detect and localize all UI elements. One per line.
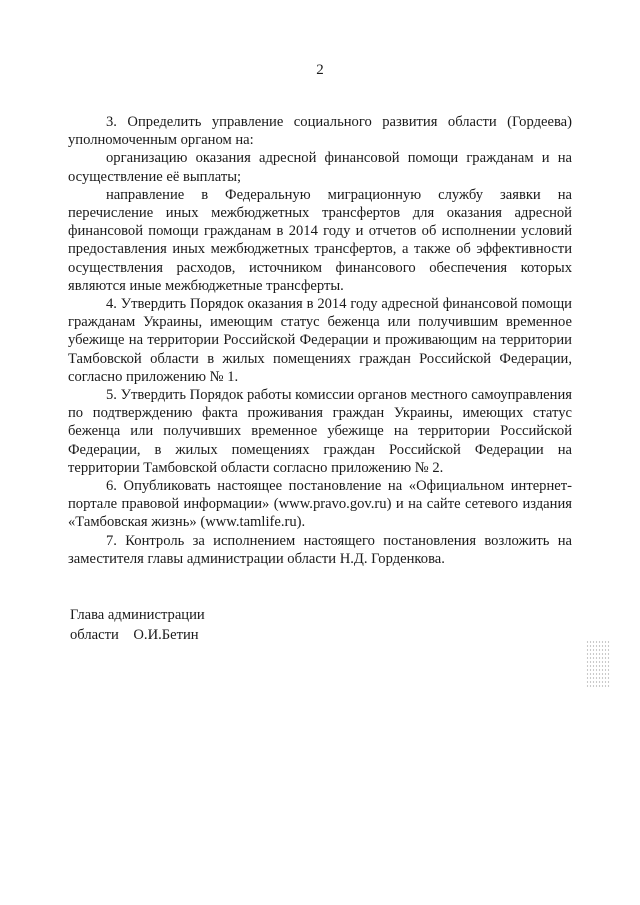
page-number: 2 [316, 62, 324, 78]
signature-name: области О.И.Бетин [70, 627, 199, 643]
scan-noise-mark [586, 640, 610, 688]
paragraph-7: 7. Контроль за исполнением настоящего постановления возложить на заместителя главы администрации области Н.Д. Горденкова. [68, 532, 572, 567]
paragraph-3-item-2: направление в Федеральную миграционную службу заявки на перечисление иных межбюджетных трансфертов для оказания адресной финансовой помощи гражданам в 2014 году и отчетов об исполнении условий предоставления иных межбюджетных трансфертов, а также об эффективности осуществления расходов, источником финансового обеспечения которых являются иные межбюджетные трансферты. [68, 186, 572, 294]
paragraph-5: 5. Утвердить Порядок работы комиссии органов местного самоуправления по подтверждению факта проживания граждан Украины, имеющих статус беженца или получивших временное убежище на территории Российской Федерации, в жилых помещениях граждан Российской Федерации на территории Тамбовской области согласно приложению № 2. [68, 387, 572, 476]
paragraph-3: 3. Определить управление социального развития области (Гордеева) уполномоченным органом на: [68, 114, 572, 149]
signature-title: Глава администрации [70, 607, 205, 623]
paragraph-6: 6. Опубликовать настоящее постановление на «Официальном интернет-портале правовой информации» (www.pravo.gov.ru) и на сайте сетевого издания «Тамбовская жизнь» (www.tamlife.ru). [68, 478, 572, 531]
paragraph-4: 4. Утвердить Порядок оказания в 2014 году адресной финансовой помощи гражданам Украины, имеющим статус беженца или получившим временное убежище на территории Российской Федерации и проживающим на территории Тамбовской области в жилых помещениях граждан Российской Федерации, согласно приложению № 1. [68, 296, 572, 385]
document-body [68, 113, 572, 568]
signature-block [70, 605, 205, 645]
paragraph-3-item-1: организацию оказания адресной финансовой помощи гражданам и на осуществление её выплаты; [68, 150, 572, 185]
